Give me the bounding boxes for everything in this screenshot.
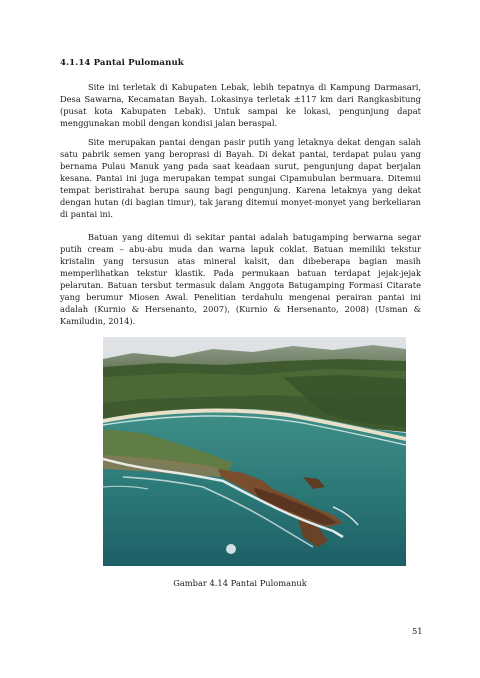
paragraph-geology: Batuan yang ditemui di sekitar pantai adalah batugamping berwarna segar putih cream – abu-abu muda dan warna lapuk coklat. Batuan memiliki tekstur kristalin yang tersusun atas mineral kalsit, dan dibeberapa bagian masih memperlihatkan tekstur klastik. Pada permukaan batuan terdapat jejak-jejak pelarutan. Batuan tersbut termasuk dalam Anggota Batugamping Formasi Citarate yang berumur Miosen Awal. Penelitian terdahulu mengenai perairan pantai ini adalah (Kurnio & Hersenanto, 2007), (Kurnio & Hersenanto, 2008) (Usman & Kamiludin, 2014). (60, 232, 421, 326)
paragraph-description: Site merupakan pantai dengan pasir putih yang letaknya dekat dengan salah satu pabrik semen yang beroprasi di Bayah. Di dekat pantai, terdapat pulau yang bernama Pulau Manuk yang pada saat keadaan surut, pengunjung dapat berjalan kesana. Pantai ini juga merupakan tempat sungai Cipamubulan bermuara. Ditemui tempat beristirahat berupa saung bagi pengunjung. Karena letaknya yang dekat dengan hutan (di bagian timur), tak jarang ditemui monyet-monyet yang berkeliaran di pantai ini. (60, 137, 421, 219)
section-heading: 4.1.14 Pantai Pulomanuk (60, 58, 184, 68)
aerial-beach-photo (103, 337, 406, 566)
figure-caption: Gambar 4.14 Pantai Pulomanuk (173, 578, 307, 588)
page-number: 51 (412, 626, 423, 636)
paragraph-location: Site ini terletak di Kabupaten Lebak, lebih tepatnya di Kampung Darmasari, Desa Sawarna, Kecamatan Bayah. Lokasinya terletak ±117 km dari Rangkasbitung (pusat kota Kabupaten Lebak). Untuk sampai ke lokasi, pengunjung dapat menggunakan mobil dengan kondisi jalan beraspal. (60, 82, 421, 128)
